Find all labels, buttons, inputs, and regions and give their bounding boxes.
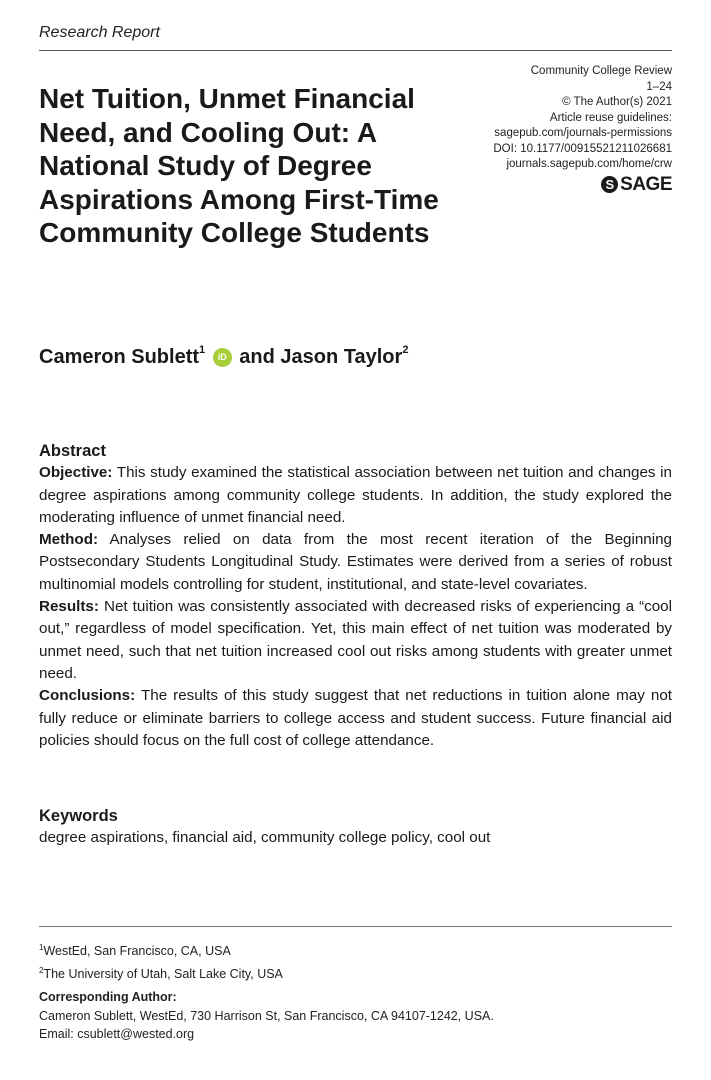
section-label: Research Report bbox=[39, 24, 160, 41]
corresponding-email[interactable]: Email: csublett@wested.org bbox=[39, 1027, 195, 1041]
keywords-heading: Keywords bbox=[39, 807, 118, 825]
affiliation-marker: 2 bbox=[402, 344, 409, 357]
header-divider bbox=[39, 50, 672, 51]
abstract-method bbox=[39, 529, 672, 596]
abstract-objective bbox=[39, 462, 672, 529]
journal-home-link[interactable]: journals.sagepub.com/home/crw bbox=[506, 158, 672, 170]
abstract-conclusions bbox=[39, 685, 672, 752]
page-range: 1–24 bbox=[646, 80, 672, 93]
affiliation-item bbox=[39, 961, 283, 984]
abstract-section-label: Method: bbox=[39, 531, 99, 549]
author-name: Jason Taylor bbox=[280, 346, 403, 368]
keywords-list: degree aspirations, financial aid, community college policy, cool out bbox=[39, 829, 491, 847]
abstract-section-label: Objective: bbox=[39, 464, 113, 482]
author-connector: and bbox=[239, 346, 281, 368]
reuse-guidelines-link[interactable]: sagepub.com/journals-permissions bbox=[494, 127, 672, 139]
article-title: Net Tuition, Unmet Financial Need, and Cooling Out: A National Study of Degree Aspirations Among First-Time Community College Students bbox=[39, 83, 439, 248]
abstract-section-label: Results: bbox=[39, 598, 99, 616]
journal-meta bbox=[442, 64, 672, 195]
copyright-notice: © The Author(s) 2021 bbox=[562, 96, 672, 108]
affiliation-item bbox=[39, 938, 283, 961]
abstract-results bbox=[39, 596, 672, 685]
publisher-name: SAGE bbox=[620, 173, 672, 195]
reuse-guidelines-label: Article reuse guidelines: bbox=[549, 111, 672, 124]
affiliation-marker: 2 bbox=[39, 966, 44, 976]
journal-name: Community College Review bbox=[530, 65, 672, 77]
abstract bbox=[39, 440, 672, 752]
sage-emblem-icon: S bbox=[601, 176, 618, 193]
doi-link[interactable]: DOI: 10.1177/00915521211026681 bbox=[493, 142, 672, 155]
corresponding-heading: Corresponding Author: bbox=[39, 990, 177, 1004]
sage-logo bbox=[601, 175, 672, 195]
affiliation-text: WestEd, San Francisco, CA, USA bbox=[43, 944, 231, 959]
author-list bbox=[39, 346, 408, 369]
author-name: Cameron Sublett bbox=[39, 346, 200, 368]
affiliation-text: The University of Utah, Salt Lake City, USA bbox=[43, 967, 283, 982]
affiliation-marker: 1 bbox=[39, 943, 44, 952]
affiliations bbox=[39, 938, 283, 984]
abstract-section-text: Analyses relied on data from the most recent iteration of the Beginning Postsecondary Students Longitudinal Study. Estimates were derived from a series of robust multinomial models controlling for student, institutional, and state-level covariates. bbox=[39, 531, 672, 593]
abstract-section-text: This study examined the statistical association between net tuition and changes in degree aspirations among community college students. In addition, the study explored the moderating influence of unmet financial need. bbox=[39, 464, 672, 526]
abstract-heading: Abstract bbox=[39, 442, 106, 460]
footnote-divider bbox=[39, 926, 672, 927]
keywords bbox=[39, 805, 672, 850]
abstract-section-text: The results of this study suggest that net reductions in tuition alone may not fully reduce or eliminate barriers to college access and student success. Future financial aid policies should focus on the full cost of college attendance. bbox=[39, 687, 672, 749]
orcid-icon[interactable]: iD bbox=[213, 348, 232, 367]
abstract-section-text: Net tuition was consistently associated with decreased risks of experiencing a “cool out,” regardless of model specification. Yet, this main effect of net tuition was moderated by unmet need, such that net tuition increased cool out risks among students with greater unmet need. bbox=[39, 598, 672, 682]
abstract-section-label: Conclusions: bbox=[39, 687, 136, 705]
affiliation-marker: 1 bbox=[199, 344, 206, 357]
corresponding-address: Cameron Sublett, WestEd, 730 Harrison St, San Francisco, CA 94107-1242, USA. bbox=[39, 1008, 494, 1023]
corresponding-author bbox=[39, 988, 494, 1044]
